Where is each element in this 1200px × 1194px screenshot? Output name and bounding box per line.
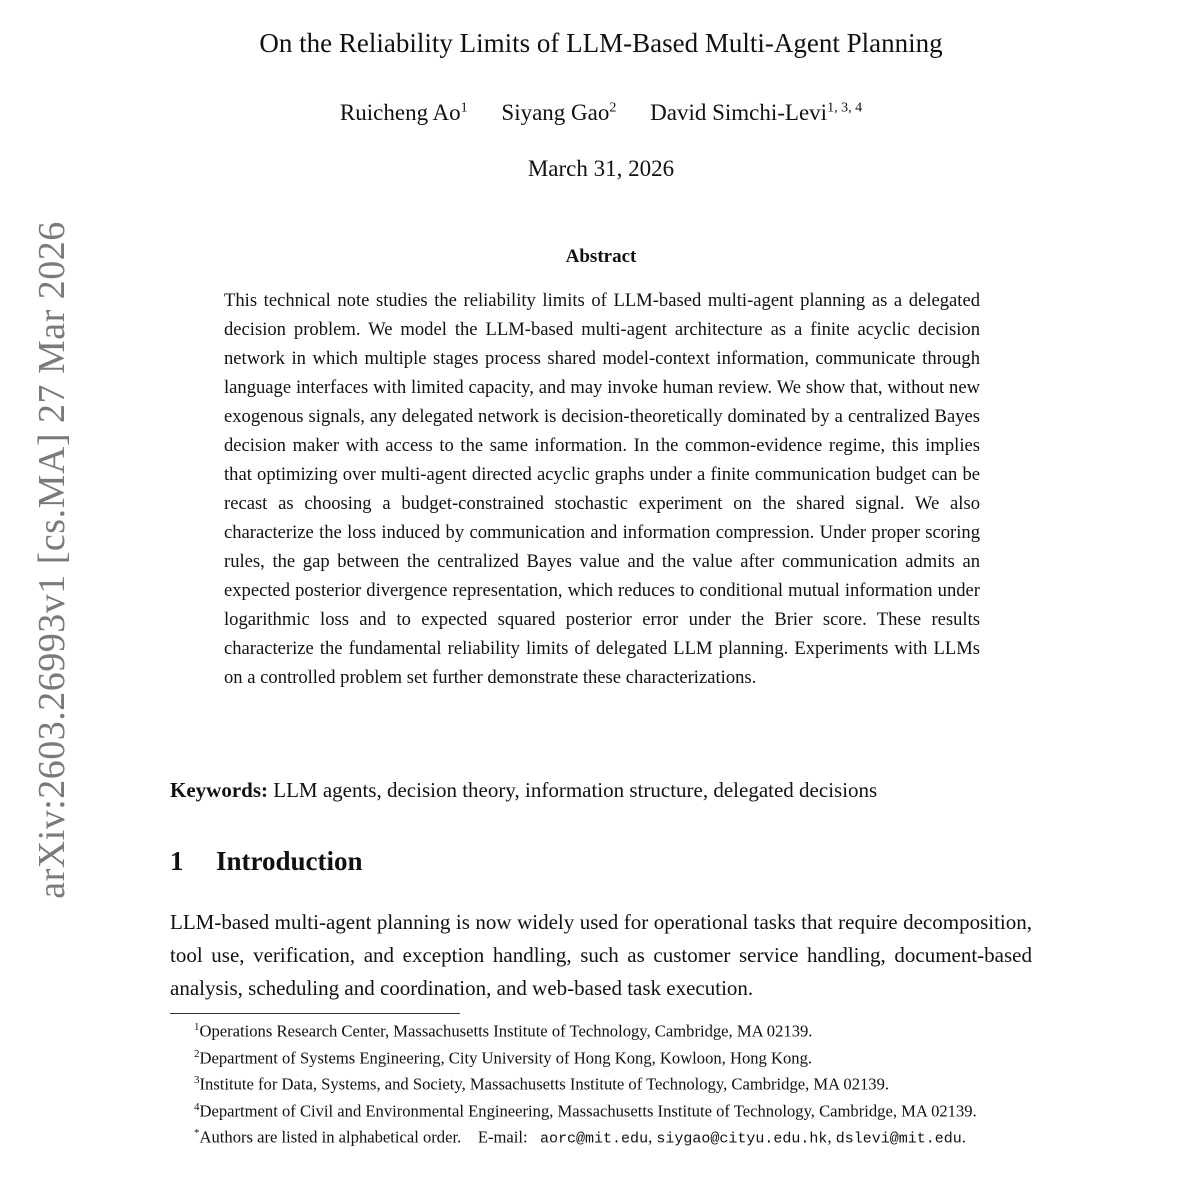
author-name: Ruicheng Ao [339, 100, 461, 125]
keywords-line [170, 778, 1032, 803]
footnote-text: Institute for Data, Systems, and Society, Massachusetts Institute of Technology, Cambridge, MA 02139. [199, 1074, 890, 1094]
author-affiliation: 1 [460, 100, 468, 116]
footnote-2 [170, 1043, 1032, 1070]
author-name: David Simchi-Levi [650, 100, 828, 125]
publication-date: March 31, 2026 [527, 156, 675, 181]
arxiv-identifier-stamp: arXiv:2603.26993v1 [cs.MA] 27 Mar 2026 [31, 221, 73, 899]
author-list [170, 100, 1032, 126]
abstract-text: This technical note studies the reliability limits of LLM-based multi-agent planning as a delegated decision problem. We model the LLM-based multi-agent architecture as a finite acyclic decision network in which multiple stages process shared model-context information, communicate through language interfaces with limited capacity, and may invoke human review. We show that, without new exogenous signals, any delegated network is decision-theoretically dominated by a centralized Bayes decision maker with access to the same information. In the common-evidence regime, this implies that optimizing over multi-agent directed acyclic graphs under a finite communication budget can be recast as choosing a budget-constrained stochastic experiment on the shared signal. We also characterize the loss induced by communication and information compression. Under proper scoring rules, the gap between the centralized Bayes value and the value after communication admits an expected posterior divergence representation, which reduces to conditional mutual information under logarithmic loss and to expected squared posterior error under the Brier score. These results characterize the fundamental reliability limits of delegated LLM planning. Experiments with LLMs on a controlled problem set further demonstrate these characterizations. [224, 290, 980, 688]
section-heading-introduction [170, 846, 363, 877]
keywords-label: Keywords: [170, 778, 268, 802]
email-link-1[interactable]: aorc@mit.edu [540, 1130, 649, 1148]
footnotes [170, 1016, 1032, 1151]
introduction-paragraph: LLM-based multi-agent planning is now widely used for operational tasks that require decomposition, tool use, verification, and exception handling, such as customer service handling, document-based analysis, scheduling and coordination, and web-based task execution. [170, 910, 1032, 1000]
email-link-2[interactable]: siygao@cityu.edu.hk [656, 1130, 828, 1148]
section-title: Introduction [216, 846, 363, 876]
author-affiliation: 1, 3, 4 [827, 100, 863, 116]
author-3 [650, 100, 862, 125]
email-label: E-mail: [477, 1127, 528, 1147]
author-affiliation: 2 [609, 100, 617, 116]
footnote-4 [170, 1096, 1032, 1123]
author-note-footnote: *Authors are listed in alphabetical order. E-mail: aorc@mit.edu, siygao@cityu.edu.hk, dslevi@mit.edu. [194, 1127, 966, 1148]
footnote-divider [170, 1013, 460, 1014]
author-1 [340, 100, 468, 125]
footnote-text: Department of Civil and Environmental Engineering, Massachusetts Institute of Technology, Cambridge, MA 02139. [199, 1101, 977, 1121]
author-2 [501, 100, 616, 125]
author-note-text: Authors are listed in alphabetical order. [199, 1127, 462, 1147]
keywords-text: LLM agents, decision theory, information structure, delegated decisions [273, 778, 878, 802]
email-link-3[interactable]: dslevi@mit.edu [835, 1130, 962, 1148]
footnote-mark: * [194, 1127, 200, 1140]
section-number: 1 [170, 846, 184, 876]
footnote-text: Operations Research Center, Massachusetts Institute of Technology, Cambridge, MA 02139. [199, 1021, 813, 1041]
footnote-mark: 2 [194, 1047, 200, 1060]
footnote-3 [170, 1069, 1032, 1096]
footnote-mark: 4 [194, 1100, 200, 1113]
paper-title: On the Reliability Limits of LLM-Based Multi-Agent Planning [259, 28, 943, 58]
footnote-1 [170, 1016, 1032, 1043]
footnote-text: Department of Systems Engineering, City University of Hong Kong, Kowloon, Hong Kong. [199, 1048, 813, 1068]
author-name: Siyang Gao [501, 100, 610, 125]
footnote-mark: 1 [194, 1021, 200, 1033]
abstract-heading: Abstract [565, 246, 637, 267]
footnote-mark: 3 [194, 1074, 200, 1087]
